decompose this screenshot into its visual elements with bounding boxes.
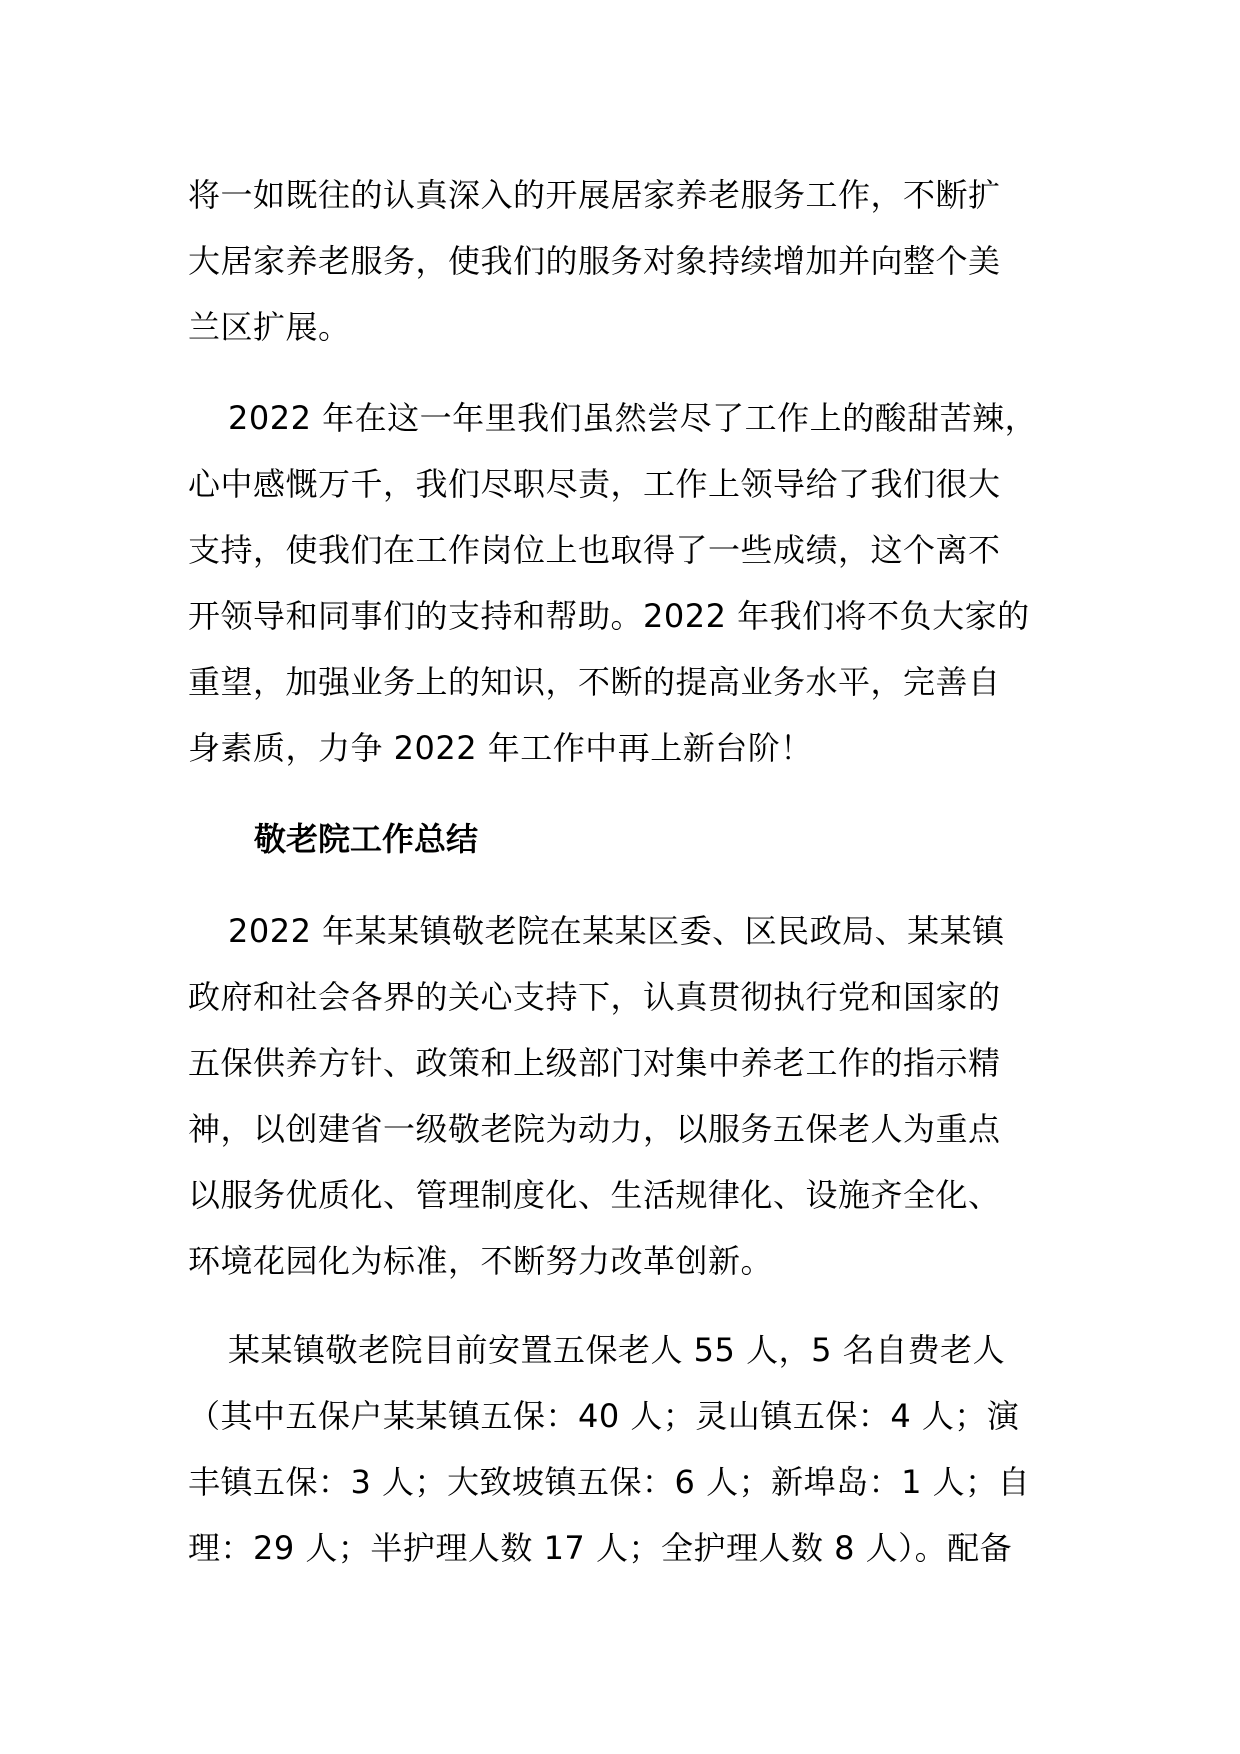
text-line: 开领导和同事们的支持和帮助。2022 年我们将不负大家的	[188, 597, 1030, 635]
paragraph-summary-2022	[188, 385, 1068, 781]
text-line: 重望，加强业务上的知识，不断的提高业务水平，完善自	[188, 663, 1001, 701]
text-line: 五保供养方针、政策和上级部门对集中养老工作的指示精	[188, 1044, 1001, 1082]
text-line: 支持，使我们在工作岗位上也取得了一些成绩，这个离不	[188, 531, 1001, 569]
text-line: 2022 年在这一年里我们虽然尝尽了工作上的酸甜苦辣，	[228, 399, 1038, 437]
text-line: 神，以创建省一级敬老院为动力，以服务五保老人为重点	[188, 1110, 1001, 1148]
text-line: 将一如既往的认真深入的开展居家养老服务工作，不断扩	[188, 176, 1001, 214]
text-line: 环境花园化为标准，不断努力改革创新。	[188, 1242, 774, 1280]
text-line: 理：29 人；半护理人数 17 人；全护理人数 8 人）。配备	[188, 1529, 1013, 1567]
paragraph-residents	[188, 1317, 1068, 1581]
text-line: 身素质，力争 2022 年工作中再上新台阶！	[188, 729, 813, 767]
text-line: 2022 年某某镇敬老院在某某区委、区民政局、某某镇	[228, 912, 1005, 950]
paragraph-continuation	[188, 162, 1068, 360]
text-line: 某某镇敬老院目前安置五保老人 55 人，5 名自费老人	[228, 1331, 1006, 1369]
text-line: 大居家养老服务，使我们的服务对象持续增加并向整个美	[188, 242, 1001, 280]
text-line: 以服务优质化、管理制度化、生活规律化、设施齐全化、	[188, 1176, 1001, 1214]
section-heading: 敬老院工作总结	[254, 820, 479, 858]
text-line: 政府和社会各界的关心支持下，认真贯彻执行党和国家的	[188, 978, 1001, 1016]
text-line: 心中感慨万千，我们尽职尽责，工作上领导给了我们很大	[188, 465, 1001, 503]
text-line: 丰镇五保：3 人；大致坡镇五保：6 人；新埠岛：1 人；自	[188, 1463, 1031, 1501]
text-line: 兰区扩展。	[188, 308, 351, 346]
text-line: （其中五保户某某镇五保：40 人；灵山镇五保：4 人；演	[188, 1397, 1020, 1435]
paragraph-nursing-home-intro	[188, 898, 1068, 1294]
